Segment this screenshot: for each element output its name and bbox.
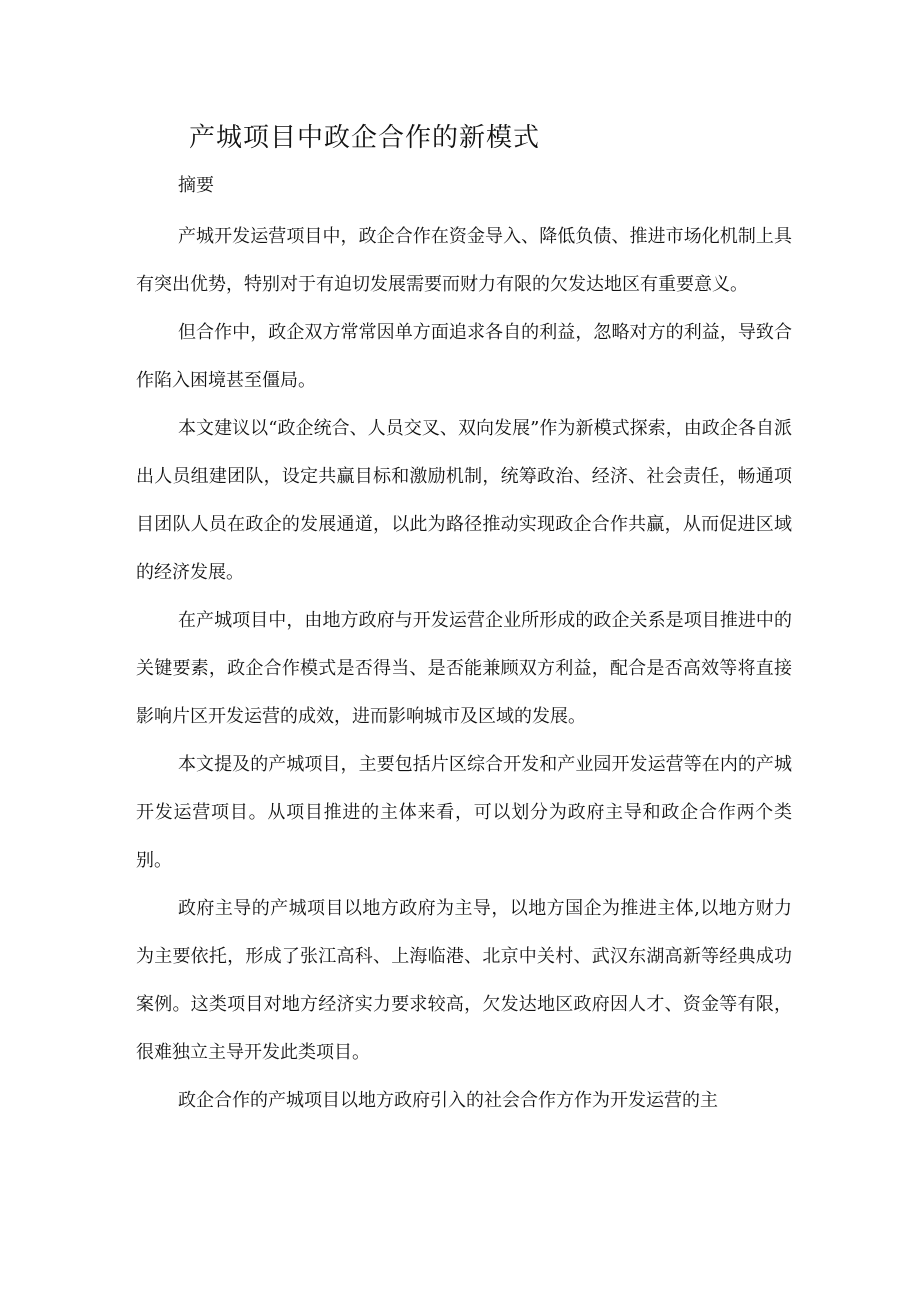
paragraph: 本文提及的产城项目，主要包括片区综合开发和产业园开发运营等在内的产城开发运营项目。从项目推进的主体来看，可以划分为政府主导和政企合作两个类别。: [136, 754, 792, 871]
abstract-heading: 摘要: [178, 175, 214, 196]
paragraph: 在产城项目中，由地方政府与开发运营企业所形成的政企关系是项目推进中的关键要素，政企合作模式是否得当、是否能兼顾双方利益，配合是否高效等将直接影响片区开发运营的成效，进而影响城市及区域的发展。: [136, 610, 792, 727]
document-body: [136, 213, 792, 1125]
paragraph: 产城开发运营项目中，政企合作在资金导入、降低负债、推进市场化机制上具有突出优势，特别对于有迫切发展需要而财力有限的欠发达地区有重要意义。: [136, 226, 792, 295]
paragraph: 政企合作的产城项目以地方政府引入的社会合作方作为开发运营的主: [178, 1090, 718, 1111]
paragraph: 政府主导的产城项目以地方政府为主导，以地方国企为推进主体,以地方财力为主要依托，形成了张江高科、上海临港、北京中关村、武汉东湖高新等经典成功案例。这类项目对地方经济实力要求较高，欠发达地区政府因人才、资金等有限，很难独立主导开发此类项目。: [136, 898, 792, 1063]
paragraph: 本文建议以“政企统合、人员交叉、双向发展”作为新模式探索，由政企各自派出人员组建团队，设定共赢目标和激励机制，统筹政治、经济、社会责任，畅通项目团队人员在政企的发展通道，以此为路径推动实现政企合作共赢，从而促进区域的经济发展。: [136, 418, 792, 583]
document-title: 产城项目中政企合作的新模式: [189, 123, 541, 153]
paragraph: 但合作中，政企双方常常因单方面追求各自的利益，忽略对方的利益，导致合作陷入困境甚至僵局。: [136, 322, 792, 391]
